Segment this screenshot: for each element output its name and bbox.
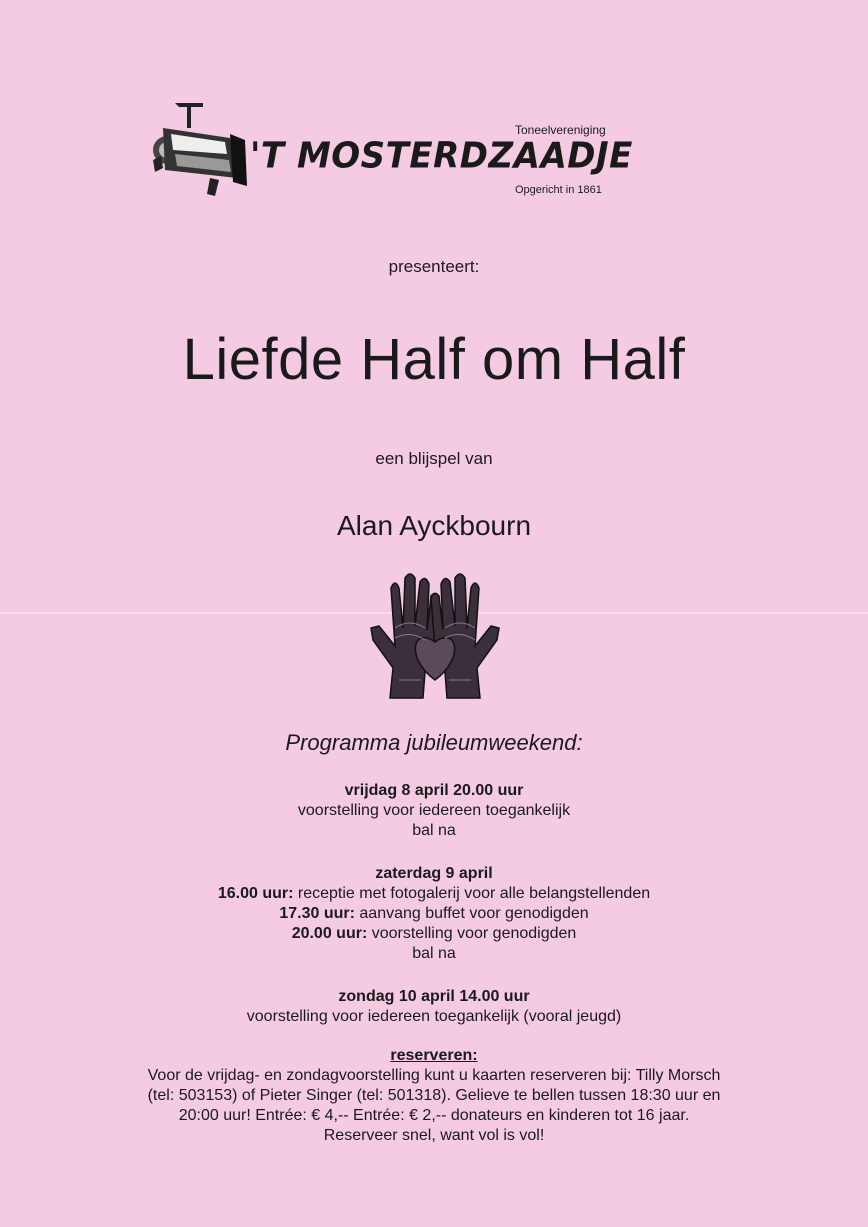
sunday-date: zondag 10 april 14.00 uur bbox=[338, 988, 530, 1005]
saturday-time-2: 17.30 uur: bbox=[279, 905, 355, 922]
organization-founded: Opgericht in 1861 bbox=[515, 184, 602, 196]
friday-line-1: voorstelling voor iedereen toegankelijk bbox=[297, 802, 571, 819]
play-title: Liefde Half om Half bbox=[182, 327, 686, 392]
reservations-line-4: Reserveer snel, want vol is vol! bbox=[323, 1127, 545, 1144]
organization-name: 'T MOSTERDZAADJE bbox=[250, 135, 633, 177]
reservations-heading: reserveren: bbox=[390, 1047, 478, 1064]
friday-date: vrijdag 8 april 20.00 uur bbox=[344, 782, 524, 799]
saturday-time-3: 20.00 uur: bbox=[291, 925, 368, 942]
program-saturday bbox=[0, 864, 868, 964]
reservations-line-3: 20:00 uur! Entrée: € 4,-- Entrée: € 2,-- donateurs en kinderen tot 16 jaar. bbox=[178, 1107, 690, 1124]
saturday-item-1 bbox=[0, 884, 868, 904]
presents-text: presenteert: bbox=[388, 257, 480, 276]
play-author: Alan Ayckbourn bbox=[336, 510, 532, 541]
saturday-time-1: 16.00 uur: bbox=[217, 885, 294, 902]
saturday-item-2 bbox=[0, 904, 868, 924]
reservations-line-2: (tel: 503153) of Pieter Singer (tel: 501318). Gelieve te bellen tussen 18:30 uur en bbox=[147, 1087, 721, 1104]
play-subtitle: een blijspel van bbox=[375, 449, 493, 468]
organization-prefix: Toneelvereniging bbox=[515, 123, 606, 137]
reservations bbox=[0, 1046, 868, 1146]
saturday-desc-2: aanvang buffet voor genodigden bbox=[354, 905, 589, 922]
sunday-line-1: voorstelling voor iedereen toegankelijk (vooral jeugd) bbox=[246, 1008, 622, 1025]
program-friday bbox=[0, 781, 868, 841]
saturday-item-3 bbox=[0, 924, 868, 944]
organization-logo bbox=[145, 98, 645, 203]
hands-heart-icon bbox=[365, 568, 505, 700]
reservations-line-1: Voor de vrijdag- en zondagvoorstelling kunt u kaarten reserveren bij: Tilly Morsch bbox=[147, 1067, 721, 1084]
program-heading: Programma jubileumweekend: bbox=[285, 730, 583, 755]
spotlight-icon bbox=[145, 98, 255, 198]
program-sunday bbox=[0, 987, 868, 1027]
saturday-desc-3: voorstelling voor genodigden bbox=[367, 925, 577, 942]
saturday-line-end: bal na bbox=[412, 945, 456, 962]
saturday-date: zaterdag 9 april bbox=[375, 865, 493, 882]
friday-line-2: bal na bbox=[412, 822, 456, 839]
saturday-desc-1: receptie met fotogalerij voor alle belangstellenden bbox=[293, 885, 651, 902]
